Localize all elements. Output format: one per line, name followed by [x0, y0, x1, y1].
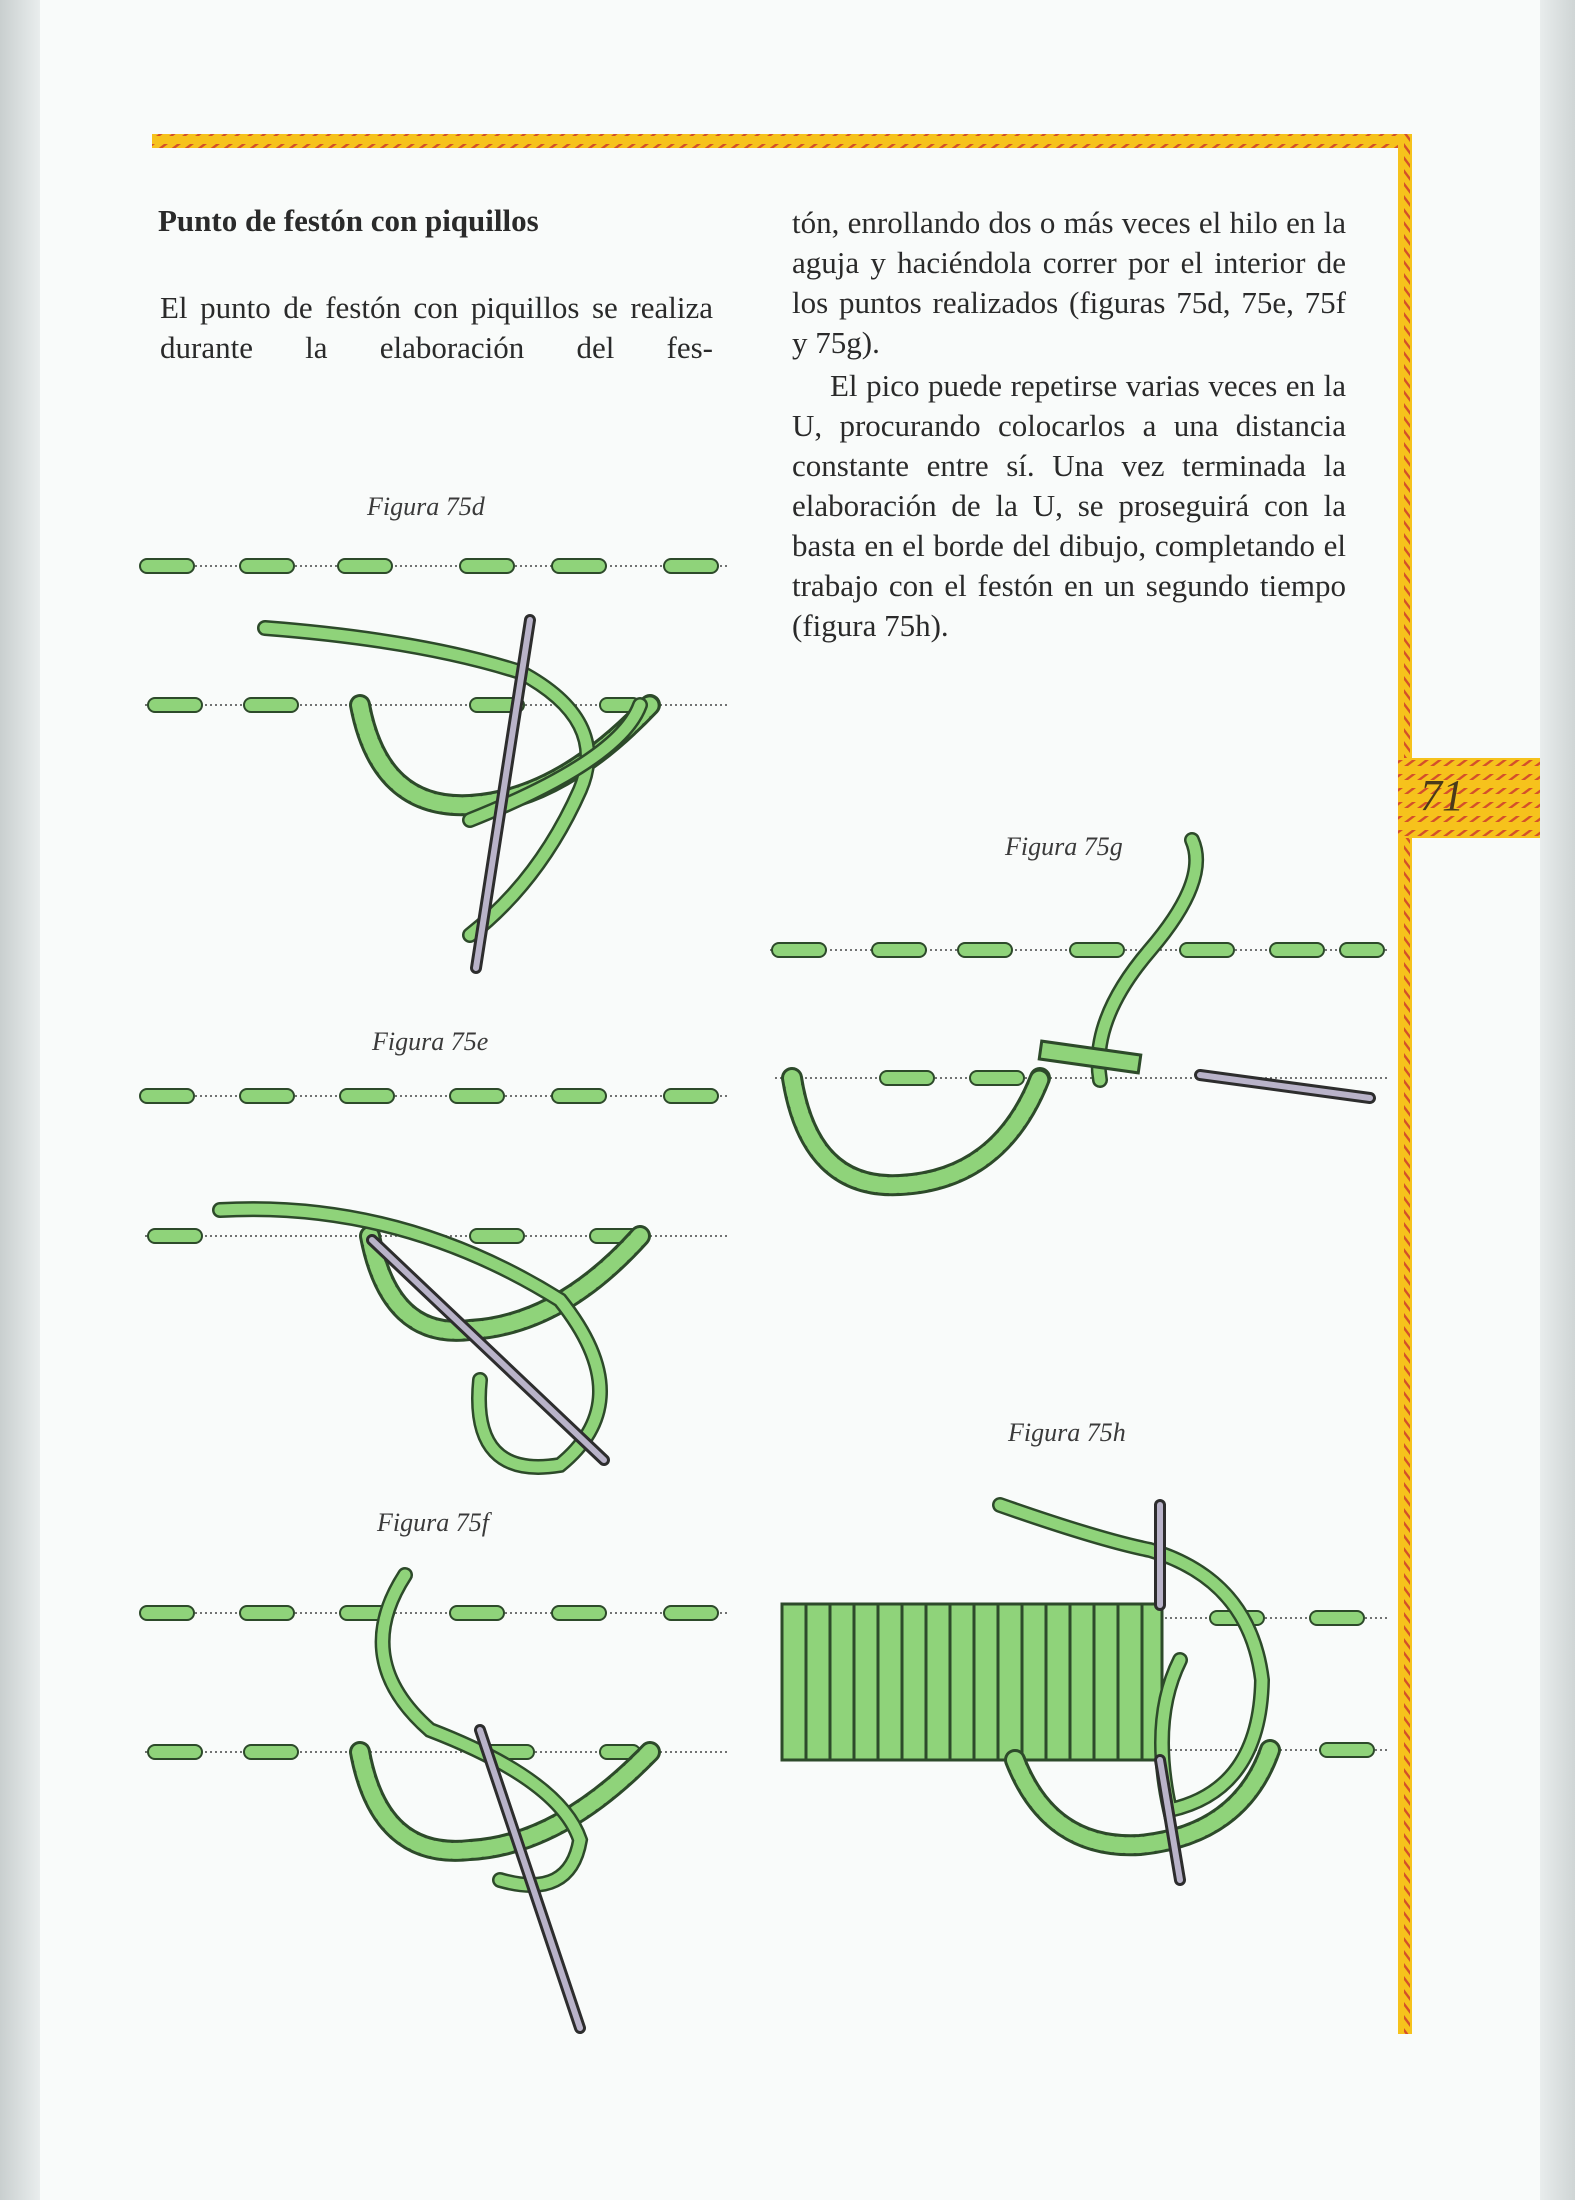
border-top: [152, 134, 1406, 148]
figure-75g-illustration: [770, 840, 1390, 1185]
caption-figure-75d: Figura 75d: [367, 492, 485, 521]
border-right: [1398, 134, 1412, 2034]
figure-75f-illustration: [140, 1575, 730, 2028]
figure-75d-illustration: [140, 559, 730, 968]
figure-75h-illustration: [782, 1505, 1390, 1880]
caption-figure-75f: Figura 75f: [377, 1508, 489, 1537]
caption-figure-75h: Figura 75h: [1008, 1418, 1126, 1447]
paragraph-right-1: tón, enrollando dos o más veces el hilo en la aguja y haciéndola correr por el interior de los puntos realizados (figuras 75d, 75e, 75f y 75g).: [792, 205, 1346, 360]
paragraph-right-2: El pico puede repetirse varias veces en la U, procurando colocarlos a una distancia constante entre sí. Una vez terminada la elaboración de la U, se proseguirá con la basta en el borde del dibujo, completando el trabajo con el festón en un segundo tiempo (figura 75h).: [792, 368, 1346, 643]
caption-figure-75g: Figura 75g: [1005, 832, 1123, 861]
paragraph-left: El punto de festón con piquillos se realiza durante la elaboración del fes-: [160, 290, 713, 365]
caption-figure-75e: Figura 75e: [372, 1027, 489, 1056]
figure-75e-illustration: [140, 1089, 730, 1467]
section-heading: Punto de festón con piquillos: [158, 203, 539, 238]
page-number: 71: [1420, 771, 1464, 820]
